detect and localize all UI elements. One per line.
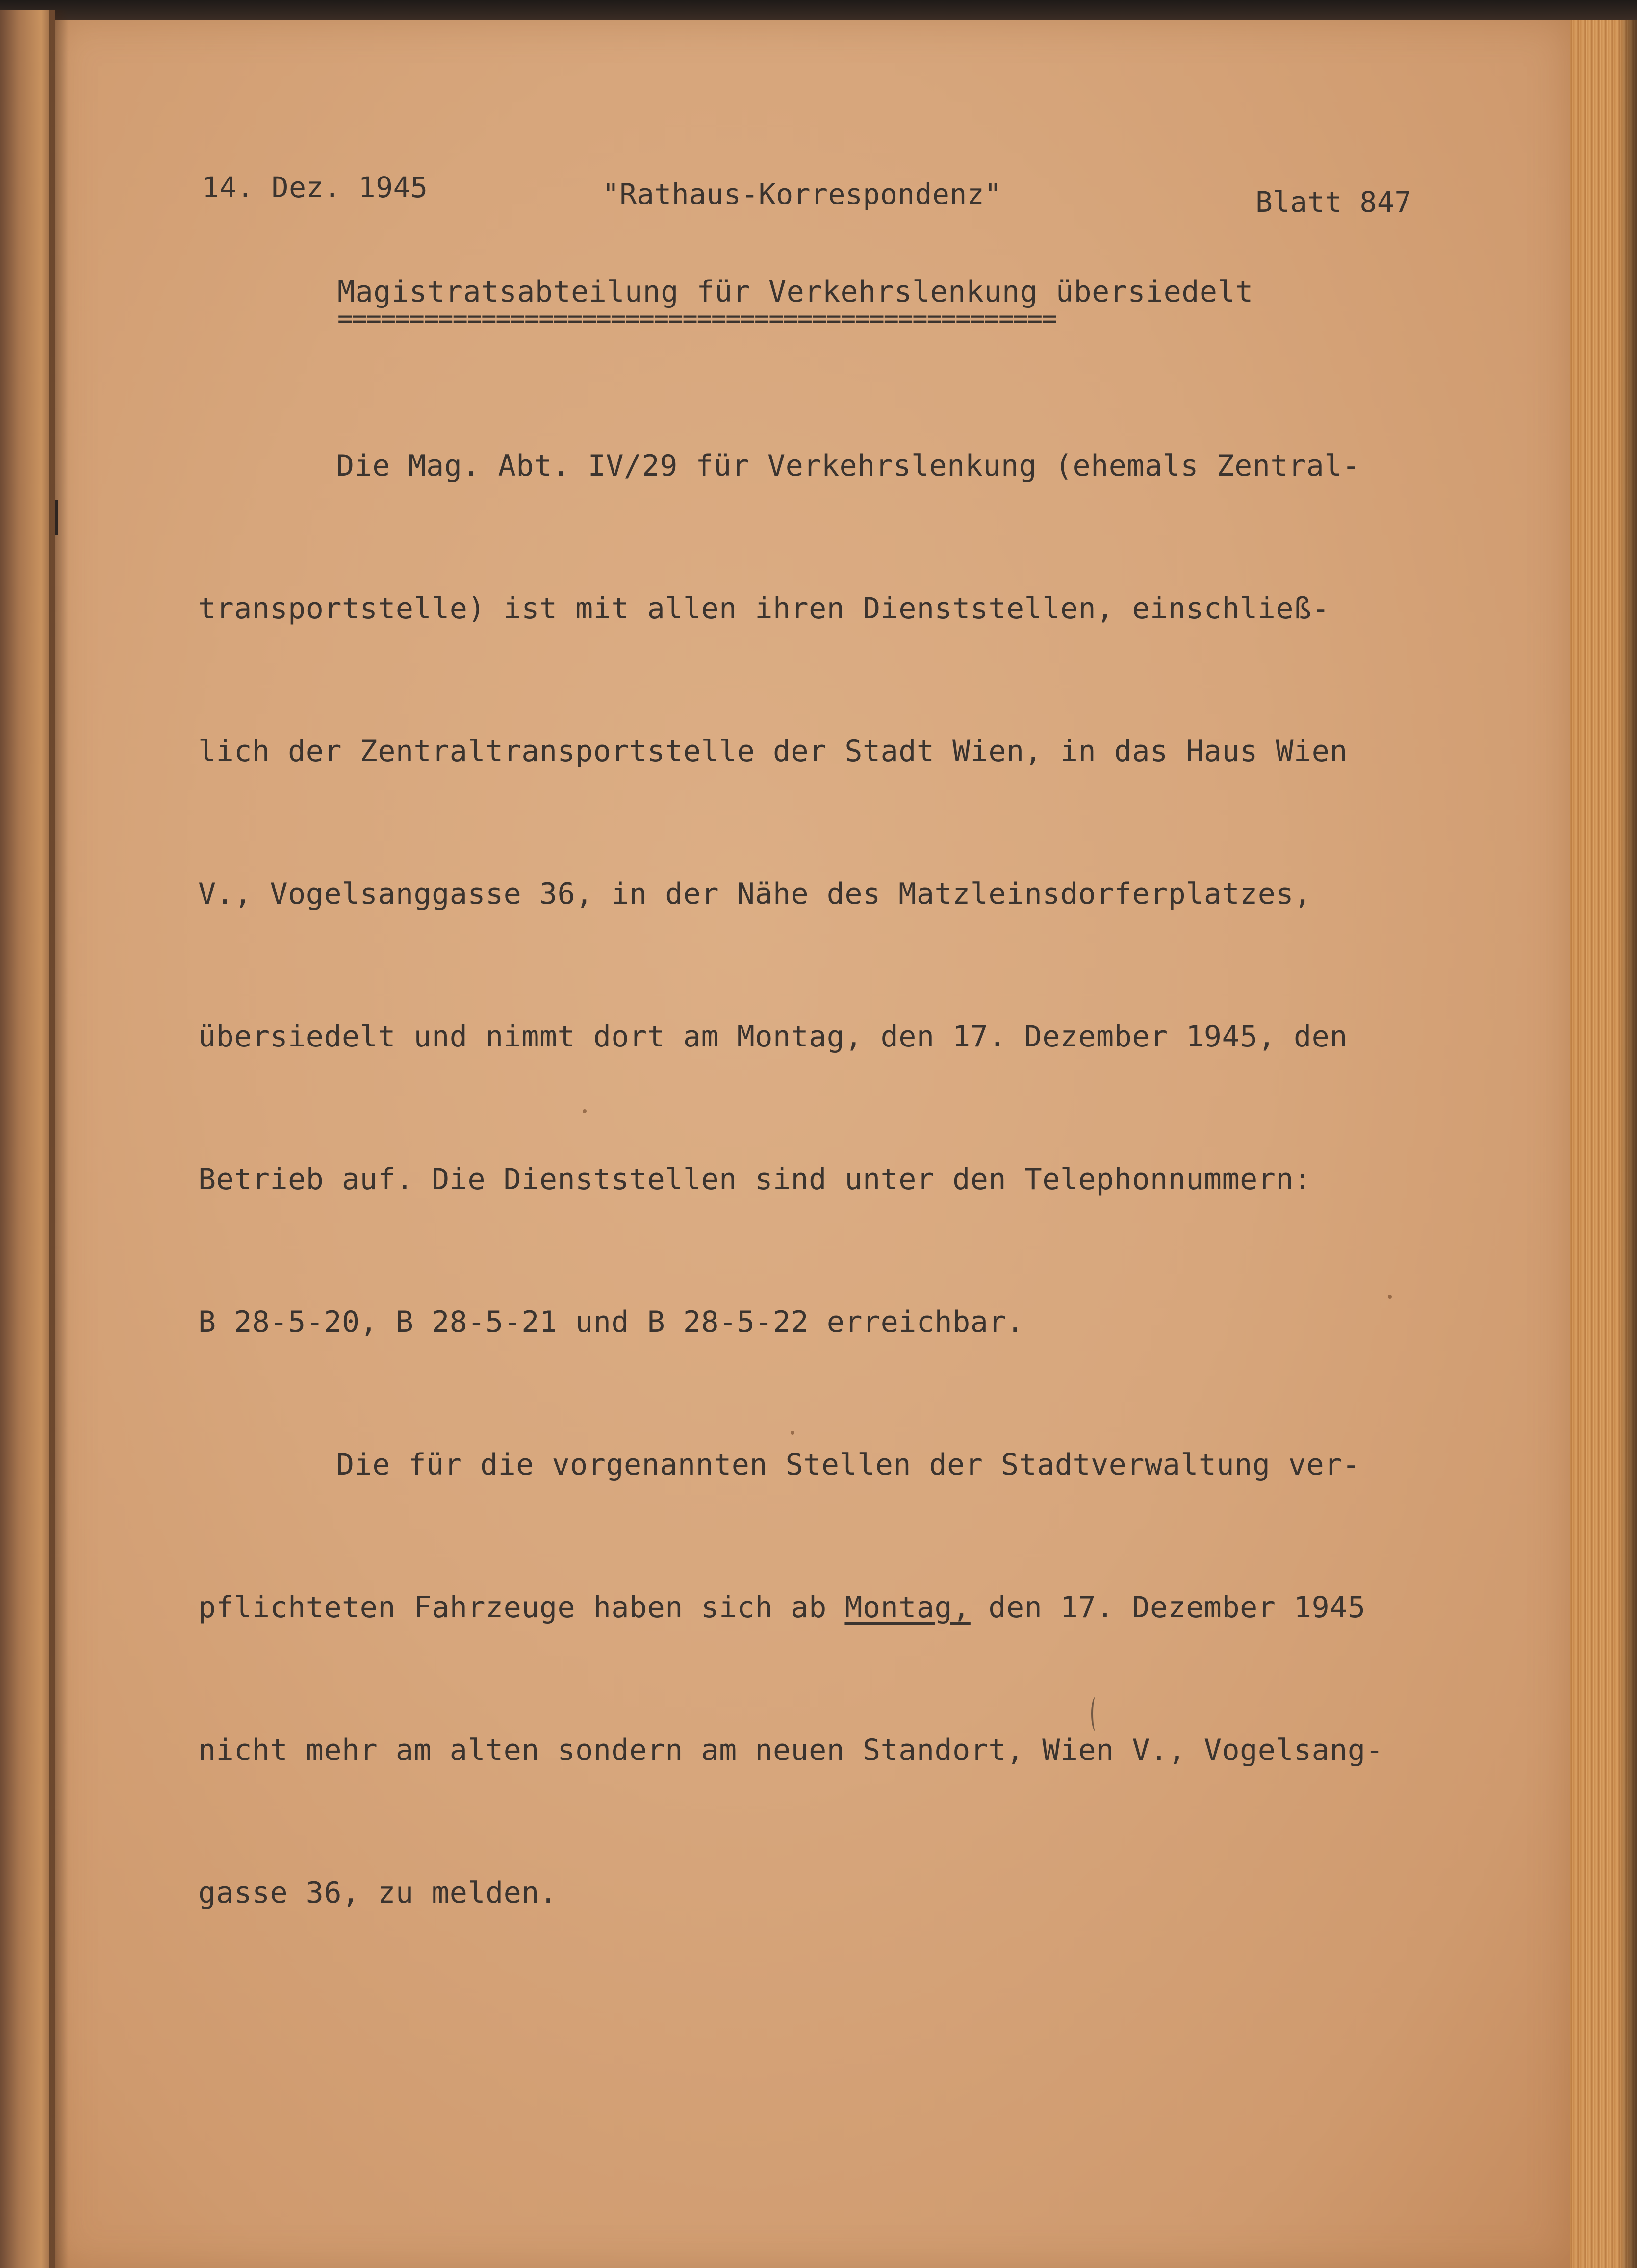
header-date: 14. Dez. 1945	[202, 171, 428, 204]
paper-speck	[791, 1431, 794, 1435]
underlined-weekday: Montag,	[844, 1590, 971, 1625]
article-title: Magistratsabteilung für Verkehrslenkung übersiedelt	[337, 275, 1253, 309]
paragraph-2-line: nicht mehr am alten sondern am neuen Standort, Wien V., Vogelsang-	[198, 1733, 1384, 1767]
paragraph-1-line: Die Mag. Abt. IV/29 für Verkehrslenkung (ehemals Zentral-	[336, 449, 1360, 483]
paragraph-1-line: Betrieb auf. Die Dienststellen sind unter den Telephonnummern:	[198, 1162, 1312, 1197]
paragraph-1-line: B 28-5-20, B 28-5-21 und B 28-5-22 erreichbar.	[198, 1305, 1024, 1339]
paragraph-2-line: gasse 36, zu melden.	[198, 1876, 558, 1910]
paper-speck	[583, 1109, 587, 1113]
spine-shadow	[49, 10, 69, 2268]
paper-speck	[1388, 1295, 1392, 1299]
paragraph-1-line: transportstelle) ist mit allen ihren Dienststellen, einschließ-	[198, 591, 1330, 626]
paragraph-1-line: V., Vogelsanggasse 36, in der Nähe des Matzleinsdorferplatzes,	[198, 877, 1312, 911]
header-sheet-number: Blatt 847	[1255, 185, 1412, 219]
paragraph-2-text: pflichteten Fahrzeuge haben sich ab	[198, 1590, 845, 1625]
binding-mark	[55, 500, 58, 535]
right-page-stack-shadow	[1618, 20, 1637, 2268]
header-publication: "Rathaus-Korrespondenz"	[602, 178, 1002, 211]
left-page-edge	[0, 10, 55, 2268]
pencil-mark	[1091, 1697, 1100, 1731]
scan-top-border	[0, 0, 1637, 20]
paragraph-2-line: Die für die vorgenannten Stellen der Stadtverwaltung ver-	[336, 1448, 1360, 1482]
title-double-rule: ==================================================	[337, 304, 1056, 333]
paragraph-2-text: den 17. Dezember 1945	[970, 1590, 1366, 1625]
paragraph-1-line: lich der Zentraltransportstelle der Stadt Wien, in das Haus Wien	[198, 734, 1348, 768]
paragraph-2-line	[198, 1584, 1383, 1631]
paragraph-1-line: übersiedelt und nimmt dort am Montag, den 17. Dezember 1945, den	[198, 1019, 1348, 1054]
article-body	[198, 347, 1383, 2012]
